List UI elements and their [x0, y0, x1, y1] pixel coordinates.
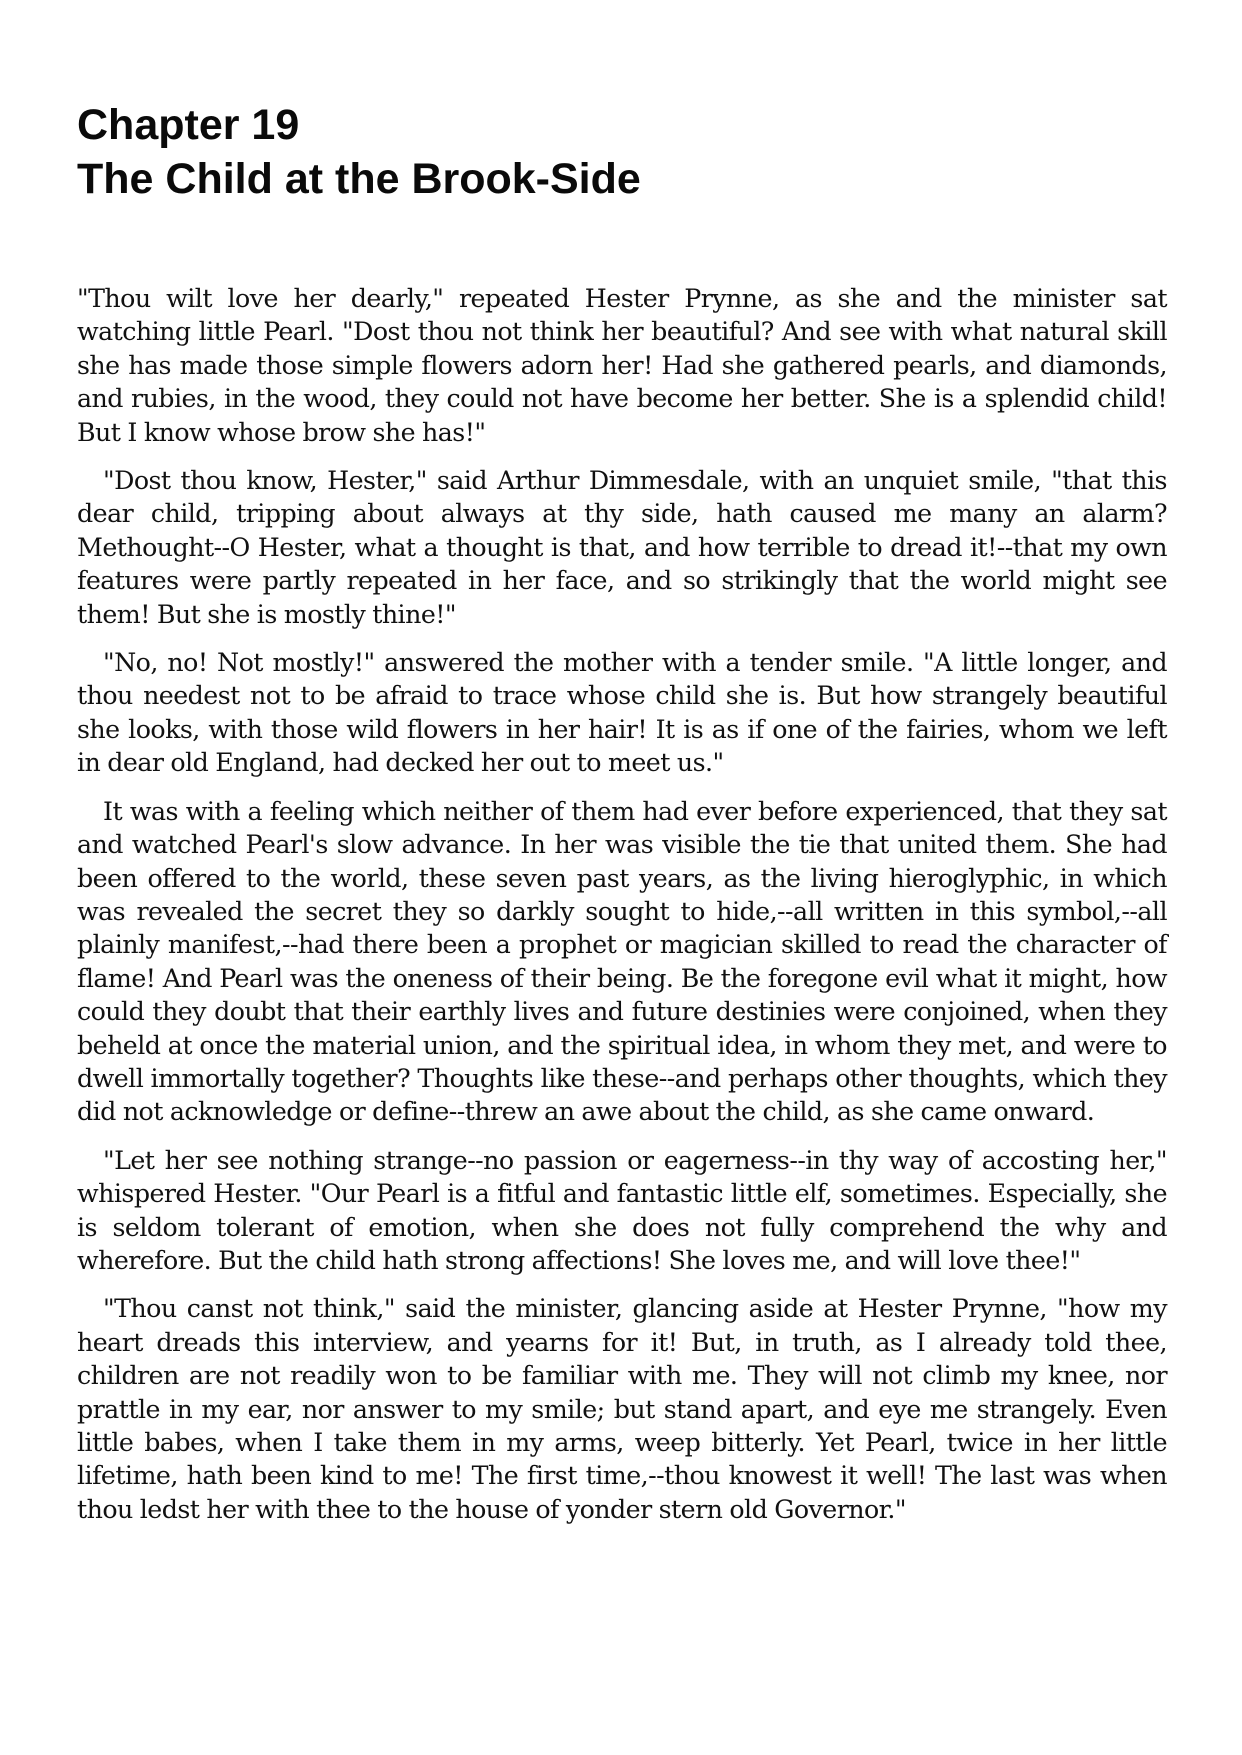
- paragraph: "Thou wilt love her dearly," repeated Hester Prynne, as she and the minister sat watching little Pearl. "Dost thou not think her beautiful? And see with what natural skill she has made those simple flowers adorn her! Had she gathered pearls, and diamonds, and rubies, in the wood, they could not have become her better. She is a splendid child! But I know whose brow she has!": [77, 284, 1167, 447]
- chapter-heading: [77, 98, 1167, 206]
- paragraph: "No, no! Not mostly!" answered the mother with a tender smile. "A little longer, and thou needest not to be afraid to trace whose child she is. But how strangely beautiful she looks, with those wild flowers in her hair! It is as if one of the fairies, whom we left in dear old England, had decked her out to meet us.": [77, 648, 1167, 778]
- paragraph: "Dost thou know, Hester," said Arthur Dimmesdale, with an unquiet smile, "that this dear child, tripping about always at thy side, hath caused me many an alarm? Methought--O Hester, what a thought is that, and how terrible to dread it!--that my own features were partly repeated in her face, and so strikingly that the world might see them! But she is mostly thine!": [77, 466, 1167, 629]
- paragraph: "Let her see nothing strange--no passion or eagerness--in thy way of accosting her," whispered Hester. "Our Pearl is a fitful and fantastic little elf, sometimes. Especially, she is seldom tolerant of emotion, when she does not fully comprehend the why and wherefore. But the child hath strong affections! She loves me, and will love thee!": [77, 1145, 1167, 1275]
- chapter-body: [77, 282, 1167, 1526]
- chapter-number: Chapter 19: [77, 101, 300, 149]
- paragraph: It was with a feeling which neither of them had ever before experienced, that they sat and watched Pearl's slow advance. In her was visible the tie that united them. She had been offered to the world, these seven past years, as the living hieroglyphic, in which was revealed the secret they so darkly sought to hide,--all written in this symbol,--all plainly manifest,--had there been a prophet or magician skilled to read the character of flame! And Pearl was the oneness of their being. Be the foregone evil what it might, how could they doubt that their earthly lives and future destinies were conjoined, when they beheld at once the material union, and the spiritual idea, in whom they met, and were to dwell immortally together? Thoughts like these--and perhaps other thoughts, which they did not acknowledge or define--threw an awe about the child, as she came onward.: [77, 796, 1167, 1127]
- book-page: [77, 98, 1167, 1541]
- paragraph: "Thou canst not think," said the minister, glancing aside at Hester Prynne, "how my heart dreads this interview, and yearns for it! But, in truth, as I already told thee, children are not readily won to be familiar with me. They will not climb my knee, nor prattle in my ear, nor answer to my smile; but stand apart, and eye me strangely. Even little babes, when I take them in my arms, weep bitterly. Yet Pearl, twice in her little lifetime, hath been kind to me! The first time,--thou knowest it well! The last was when thou ledst her with thee to the house of yonder stern old Governor.": [77, 1294, 1167, 1524]
- chapter-title: The Child at the Brook-Side: [77, 155, 641, 203]
